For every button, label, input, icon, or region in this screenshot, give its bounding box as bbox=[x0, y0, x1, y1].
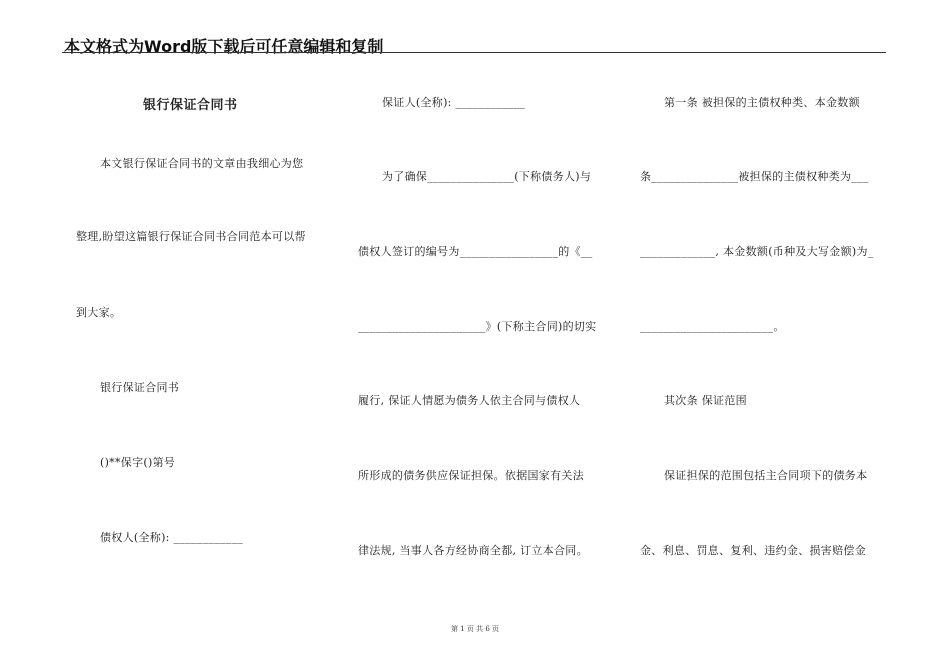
paragraph-line: _____________, 本金数额(币种及大写金额)为_ bbox=[640, 245, 874, 258]
paragraph-line: _______________________。 bbox=[640, 320, 785, 333]
paragraph-line: 金、利息、罚息、复利、违约金、损害赔偿金 bbox=[640, 544, 866, 557]
paragraph-line: 条_______________被担保的主债权种类为___ bbox=[640, 170, 869, 183]
paragraph-line: 履行, 保证人情愿为债务人依主合同与债权人 bbox=[358, 394, 581, 407]
header-title: 本文格式为Word版下载后可任意编辑和复制 bbox=[64, 37, 384, 56]
paragraph-line: 银行保证合同书 bbox=[100, 381, 180, 394]
paragraph-line: 债权人(全称): ____________ bbox=[100, 531, 244, 544]
paragraph-line: ()**保字()第号 bbox=[100, 456, 176, 469]
paragraph-line: 第一条 被担保的主债权种类、本金数额 bbox=[664, 96, 860, 109]
paragraph-line: 债权人签订的编号为_________________的《__ bbox=[358, 245, 593, 258]
paragraph-line: 律法规, 当事人各方经协商全都, 订立本合同。 bbox=[358, 544, 588, 557]
paragraph-line: 其次条 保证范围 bbox=[664, 394, 747, 407]
page-number: 第 1 页 共 6 页 bbox=[450, 625, 500, 633]
paragraph-line: 保证人(全称): ____________ bbox=[382, 96, 526, 109]
paragraph-line: 为了确保_______________(下称债务人)与 bbox=[382, 170, 592, 183]
document-title: 银行保证合同书 bbox=[143, 98, 238, 113]
paragraph-line: 到大家。 bbox=[76, 306, 122, 319]
header-divider bbox=[62, 52, 886, 53]
paragraph-line: ______________________》(下称主合同)的切实 bbox=[358, 320, 597, 333]
paragraph-line: 本文银行保证合同书的文章由我细心为您 bbox=[100, 157, 304, 170]
paragraph-line: 所形成的债务供应保证担保。依据国家有关法 bbox=[358, 469, 584, 482]
paragraph-line: 保证担保的范围包括主合同项下的债务本 bbox=[664, 469, 868, 482]
paragraph-line: 整理,盼望这篇银行保证合同书合同范本可以帮 bbox=[76, 230, 306, 243]
